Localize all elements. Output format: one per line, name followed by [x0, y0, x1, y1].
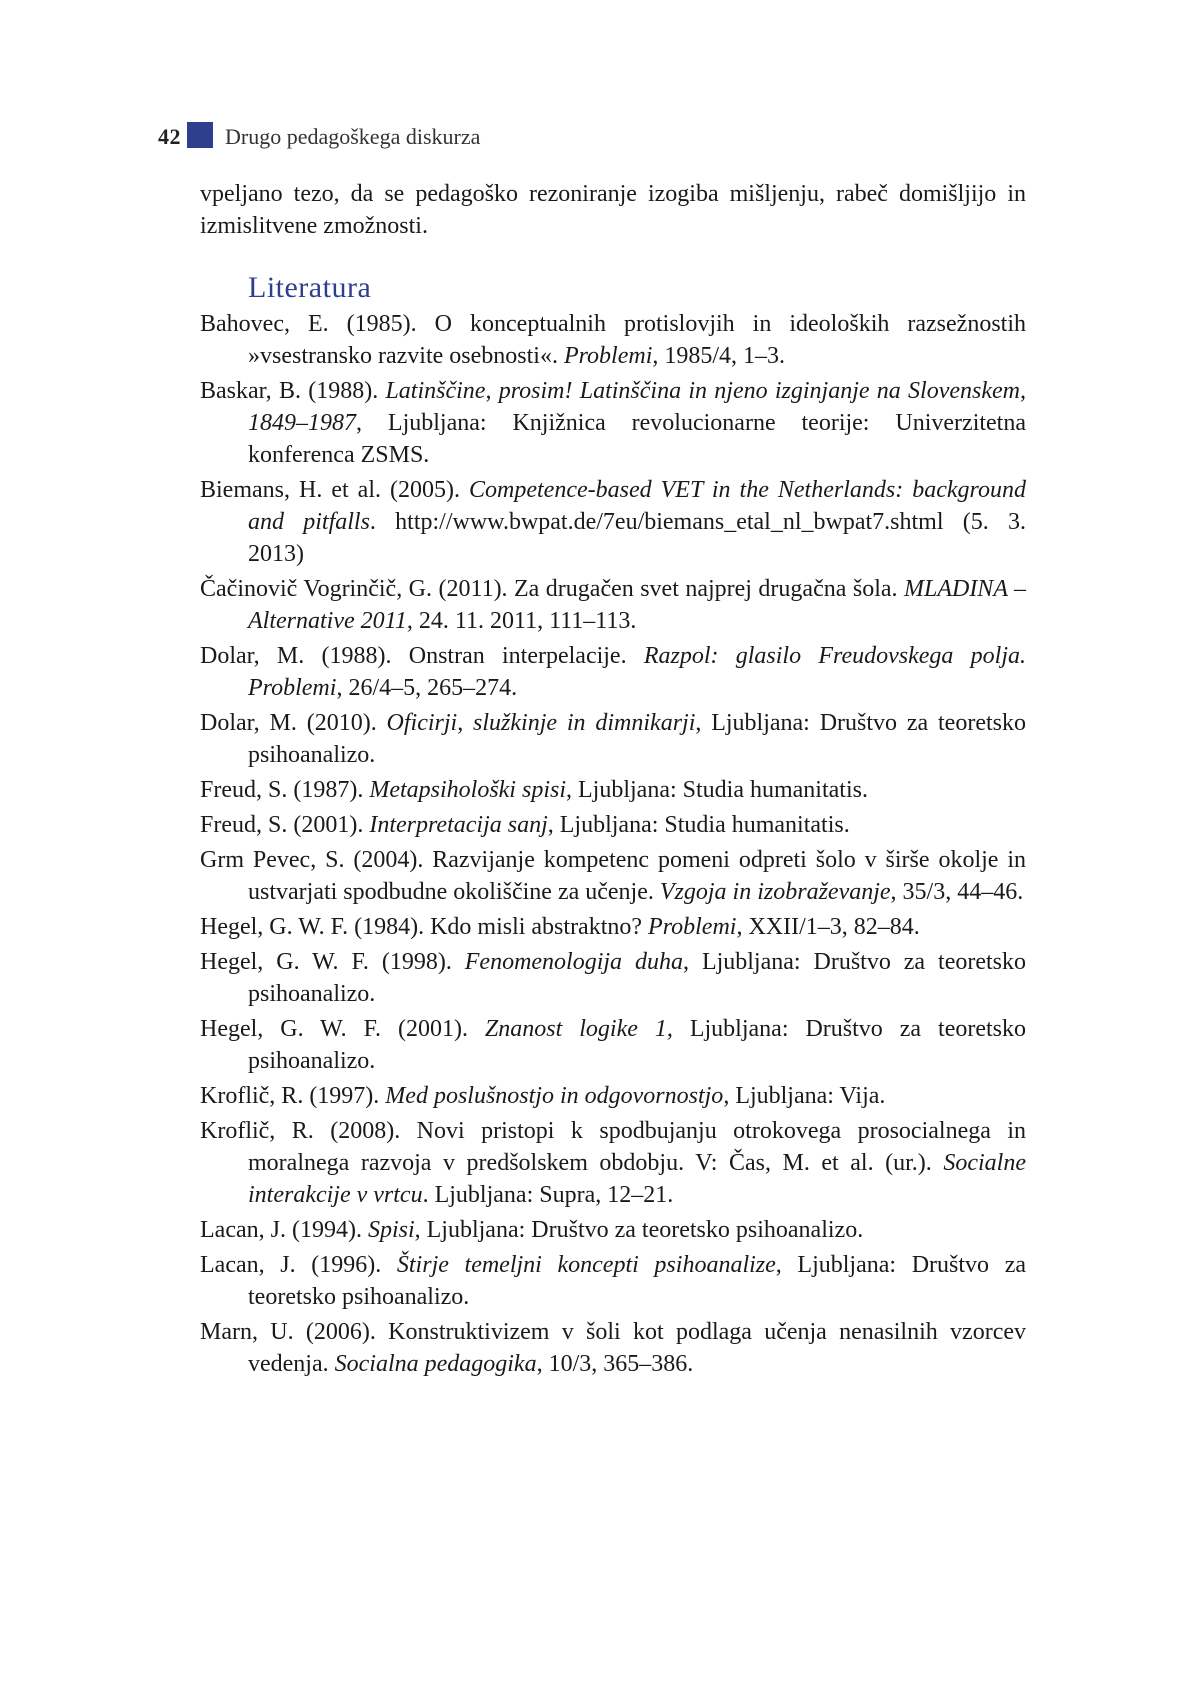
- page-content: [200, 178, 1026, 1383]
- header-square-marker: [187, 122, 213, 148]
- running-header: [158, 122, 480, 152]
- reference-entry: Grm Pevec, S. (2004). Razvijanje kompetenc pomeni odpreti šolo v širše okolje in ustvarjati spodbudne okoliščine za učenje. Vzgoja in izobraževanje, 35/3, 44–46.: [200, 847, 1026, 905]
- reference-entry: Marn, U. (2006). Konstruktivizem v šoli kot podlaga učenja nenasilnih vzorcev vedenja. Socialna pedagogika, 10/3, 365–386.: [200, 1319, 1026, 1377]
- intro-paragraph: vpeljano tezo, da se pedagoško rezoniranje izogiba mišljenju, rabeč domišljijo in izmislitvene zmožnosti.: [200, 181, 1026, 239]
- reference-entry: Baskar, B. (1988). Latinščine, prosim! Latinščina in njeno izginjanje na Slovenskem, 1849–1987, Ljubljana: Knjižnica revolucionarne teorije: Univerzitetna konferenca ZSMS.: [200, 378, 1026, 468]
- reference-entry: Lacan, J. (1996). Štirje temeljni koncepti psihoanalize, Ljubljana: Društvo za teoretsko psihoanalizo.: [200, 1252, 1026, 1310]
- section-heading: Literatura: [248, 271, 372, 304]
- reference-entry: Kroflič, R. (2008). Novi pristopi k spodbujanju otrokovega prosocialnega in moralnega razvoja v predšolskem obdobju. V: Čas, M. et al. (ur.). Socialne interakcije v vrtcu. Ljubljana: Supra, 12–21.: [200, 1118, 1026, 1208]
- reference-entry: Hegel, G. W. F. (1998). Fenomenologija duha, Ljubljana: Društvo za teoretsko psihoanalizo.: [200, 949, 1026, 1007]
- reference-entry: Freud, S. (1987). Metapsihološki spisi, Ljubljana: Studia humanitatis.: [200, 777, 868, 803]
- reference-entry: Lacan, J. (1994). Spisi, Ljubljana: Društvo za teoretsko psihoanalizo.: [200, 1217, 864, 1243]
- reference-entry: Čačinovič Vogrinčič, G. (2011). Za drugačen svet najprej drugačna šola. MLADINA – Alternative 2011, 24. 11. 2011, 111–113.: [200, 576, 1027, 634]
- reference-entry: Bahovec, E. (1985). O konceptualnih protislovjih in ideoloških razsežnostih »vsestransko razvite osebnosti«. Problemi, 1985/4, 1–3.: [200, 311, 1026, 369]
- reference-entry: Freud, S. (2001). Interpretacija sanj, Ljubljana: Studia humanitatis.: [200, 812, 850, 838]
- reference-entry: Hegel, G. W. F. (2001). Znanost logike 1, Ljubljana: Društvo za teoretsko psihoanalizo.: [200, 1016, 1027, 1074]
- page-number: 42: [158, 124, 181, 149]
- reference-list: [200, 308, 1026, 1380]
- running-title: Drugo pedagoškega diskurza: [225, 124, 481, 149]
- reference-entry: Biemans, H. et al. (2005). Competence-based VET in the Netherlands: background and pitfalls. http://www.bwpat.de/7eu/biemans_etal_nl_bwpat7.shtml (5. 3. 2013): [200, 477, 1026, 567]
- reference-entry: Hegel, G. W. F. (1984). Kdo misli abstraktno? Problemi, XXII/1–3, 82–84.: [200, 914, 920, 940]
- reference-entry: Kroflič, R. (1997). Med poslušnostjo in odgovornostjo, Ljubljana: Vija.: [200, 1083, 886, 1109]
- reference-entry: Dolar, M. (1988). Onstran interpelacije. Razpol: glasilo Freudovskega polja. Problemi, 26/4–5, 265–274.: [200, 643, 1026, 701]
- reference-entry: Dolar, M. (2010). Oficirji, služkinje in dimnikarji, Ljubljana: Društvo za teoretsko psihoanalizo.: [200, 710, 1026, 768]
